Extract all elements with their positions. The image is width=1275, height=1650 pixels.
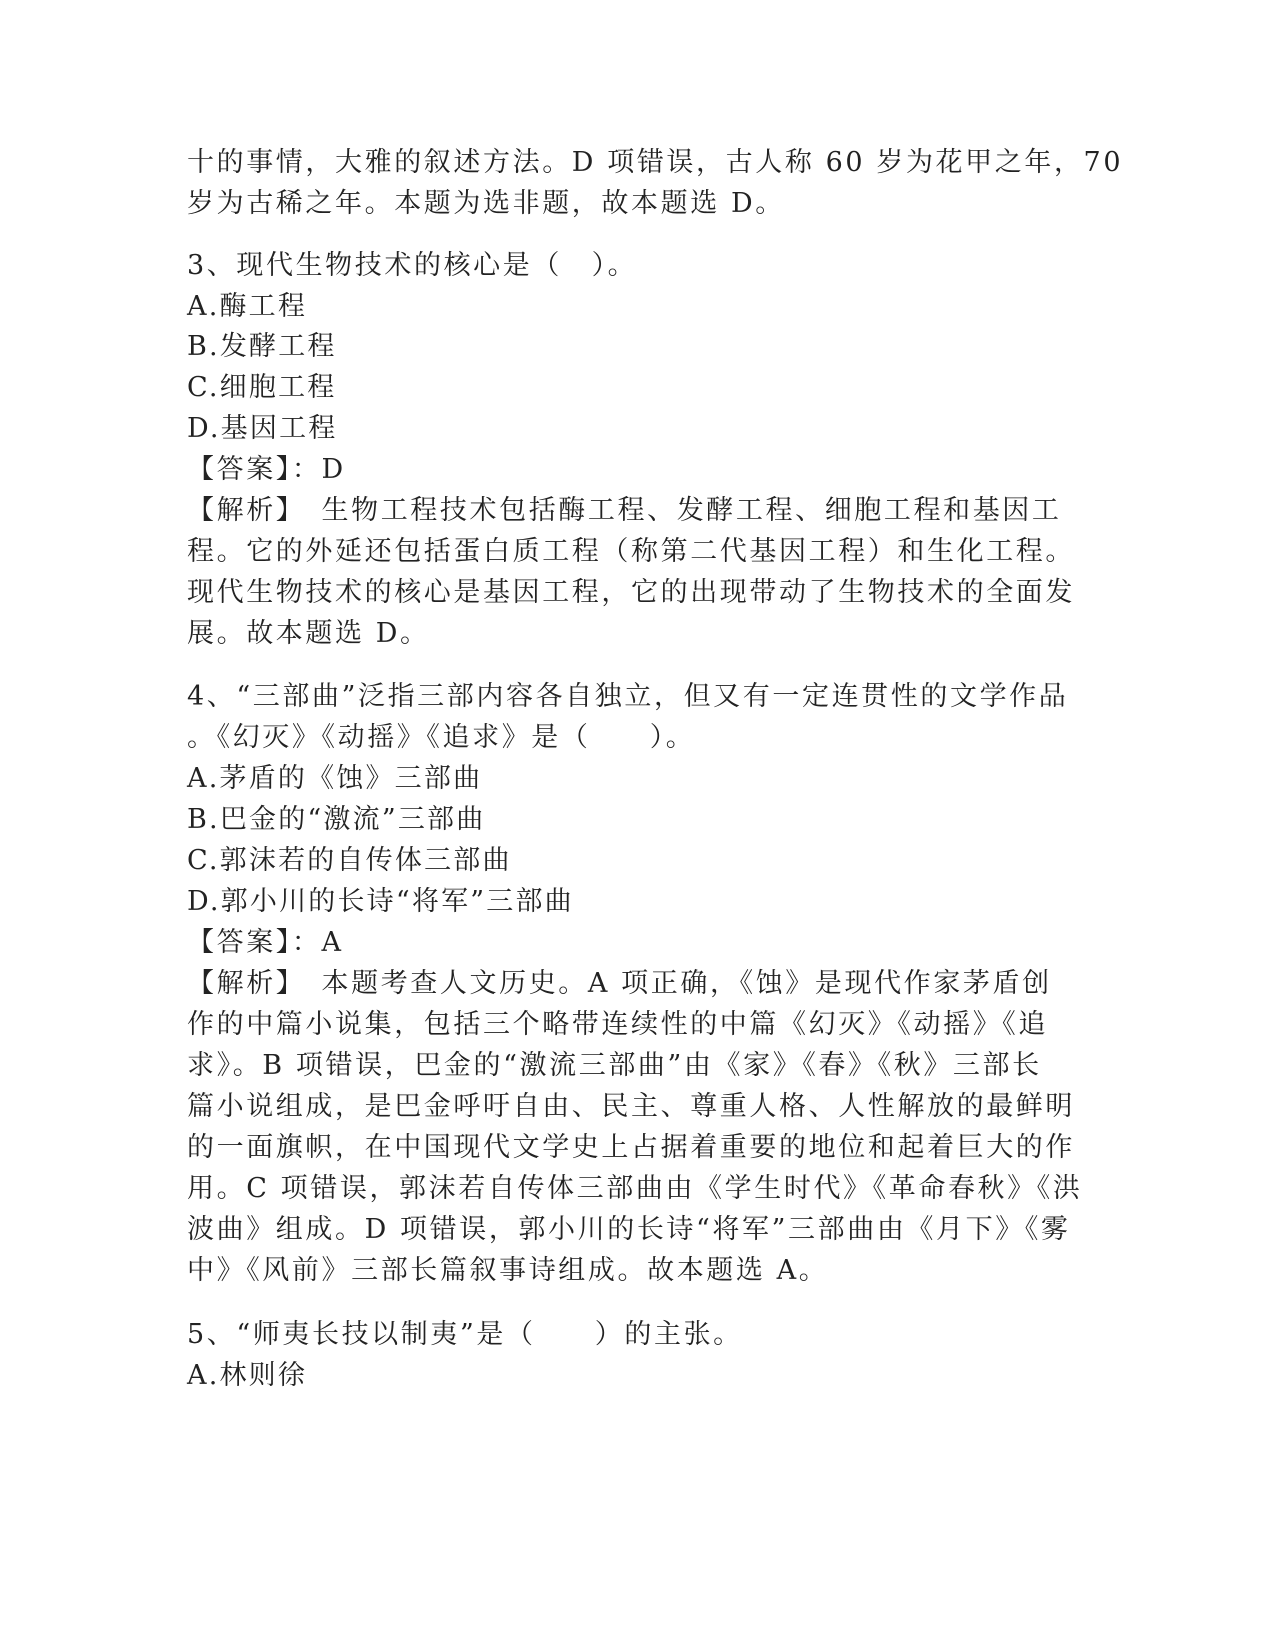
question-stem: 3、现代生物技术的核心是（ ）。 [187, 250, 638, 281]
option-a: A.茅盾的《蚀》三部曲 [187, 763, 483, 794]
question-stem: 5、“师夷长技以制夷”是（ ）的主张。 [187, 1319, 743, 1350]
option-b: B.发酵工程 [187, 331, 337, 362]
option-c: C.郭沫若的自传体三部曲 [187, 845, 512, 876]
question-stem: 4、“三部曲”泛指三部内容各自独立，但又有一定连贯性的文学作品 [187, 681, 1069, 712]
option-c: C.细胞工程 [187, 372, 337, 403]
analysis-line: 用。C 项错误，郭沫若自传体三部曲由《学生时代》《革命春秋》《洪 [187, 1173, 1083, 1204]
option-d: D.基因工程 [187, 413, 338, 444]
option-d: D.郭小川的长诗“将军”三部曲 [187, 886, 574, 917]
analysis-line: 的一面旗帜，在中国现代文学史上占据着重要的地位和起着巨大的作 [187, 1132, 1075, 1163]
analysis-line: 【解析】 生物工程技术包括酶工程、发酵工程、细胞工程和基因工 [187, 495, 1062, 526]
text-line: 十的事情，大雅的叙述方法。D 项错误，古人称 60 岁为花甲之年，70 [187, 147, 1124, 178]
analysis-line: 【解析】 本题考查人文历史。A 项正确，《蚀》是现代作家茅盾创 [187, 968, 1052, 999]
answer-line: 【答案】：A [187, 927, 344, 958]
analysis-line: 波曲》组成。D 项错误，郭小川的长诗“将军”三部曲由《月下》《雾 [187, 1214, 1071, 1245]
text-line: 岁为古稀之年。本题为选非题，故本题选 D。 [187, 188, 785, 219]
question-stem: 。《幻灭》《动摇》《追求》是（ ）。 [187, 722, 696, 753]
option-a: A.林则徐 [187, 1360, 308, 1391]
analysis-line: 程。它的外延还包括蛋白质工程（称第二代基因工程）和生化工程。 [187, 536, 1075, 567]
answer-line: 【答案】：D [187, 454, 346, 485]
analysis-line: 展。故本题选 D。 [187, 618, 430, 649]
analysis-line: 作的中篇小说集，包括三个略带连续性的中篇《幻灭》《动摇》《追 [187, 1009, 1048, 1040]
option-b: B.巴金的“激流”三部曲 [187, 804, 486, 835]
analysis-line: 中》《风前》三部长篇叙事诗组成。故本题选 A。 [187, 1255, 829, 1286]
analysis-line: 求》。B 项错误，巴金的“激流三部曲”由《家》《春》《秋》三部长 [187, 1050, 1042, 1081]
analysis-line: 现代生物技术的核心是基因工程，它的出现带动了生物技术的全面发 [187, 577, 1075, 608]
analysis-line: 篇小说组成，是巴金呼吁自由、民主、尊重人格、人性解放的最鲜明 [187, 1091, 1075, 1122]
option-a: A.酶工程 [187, 291, 308, 322]
